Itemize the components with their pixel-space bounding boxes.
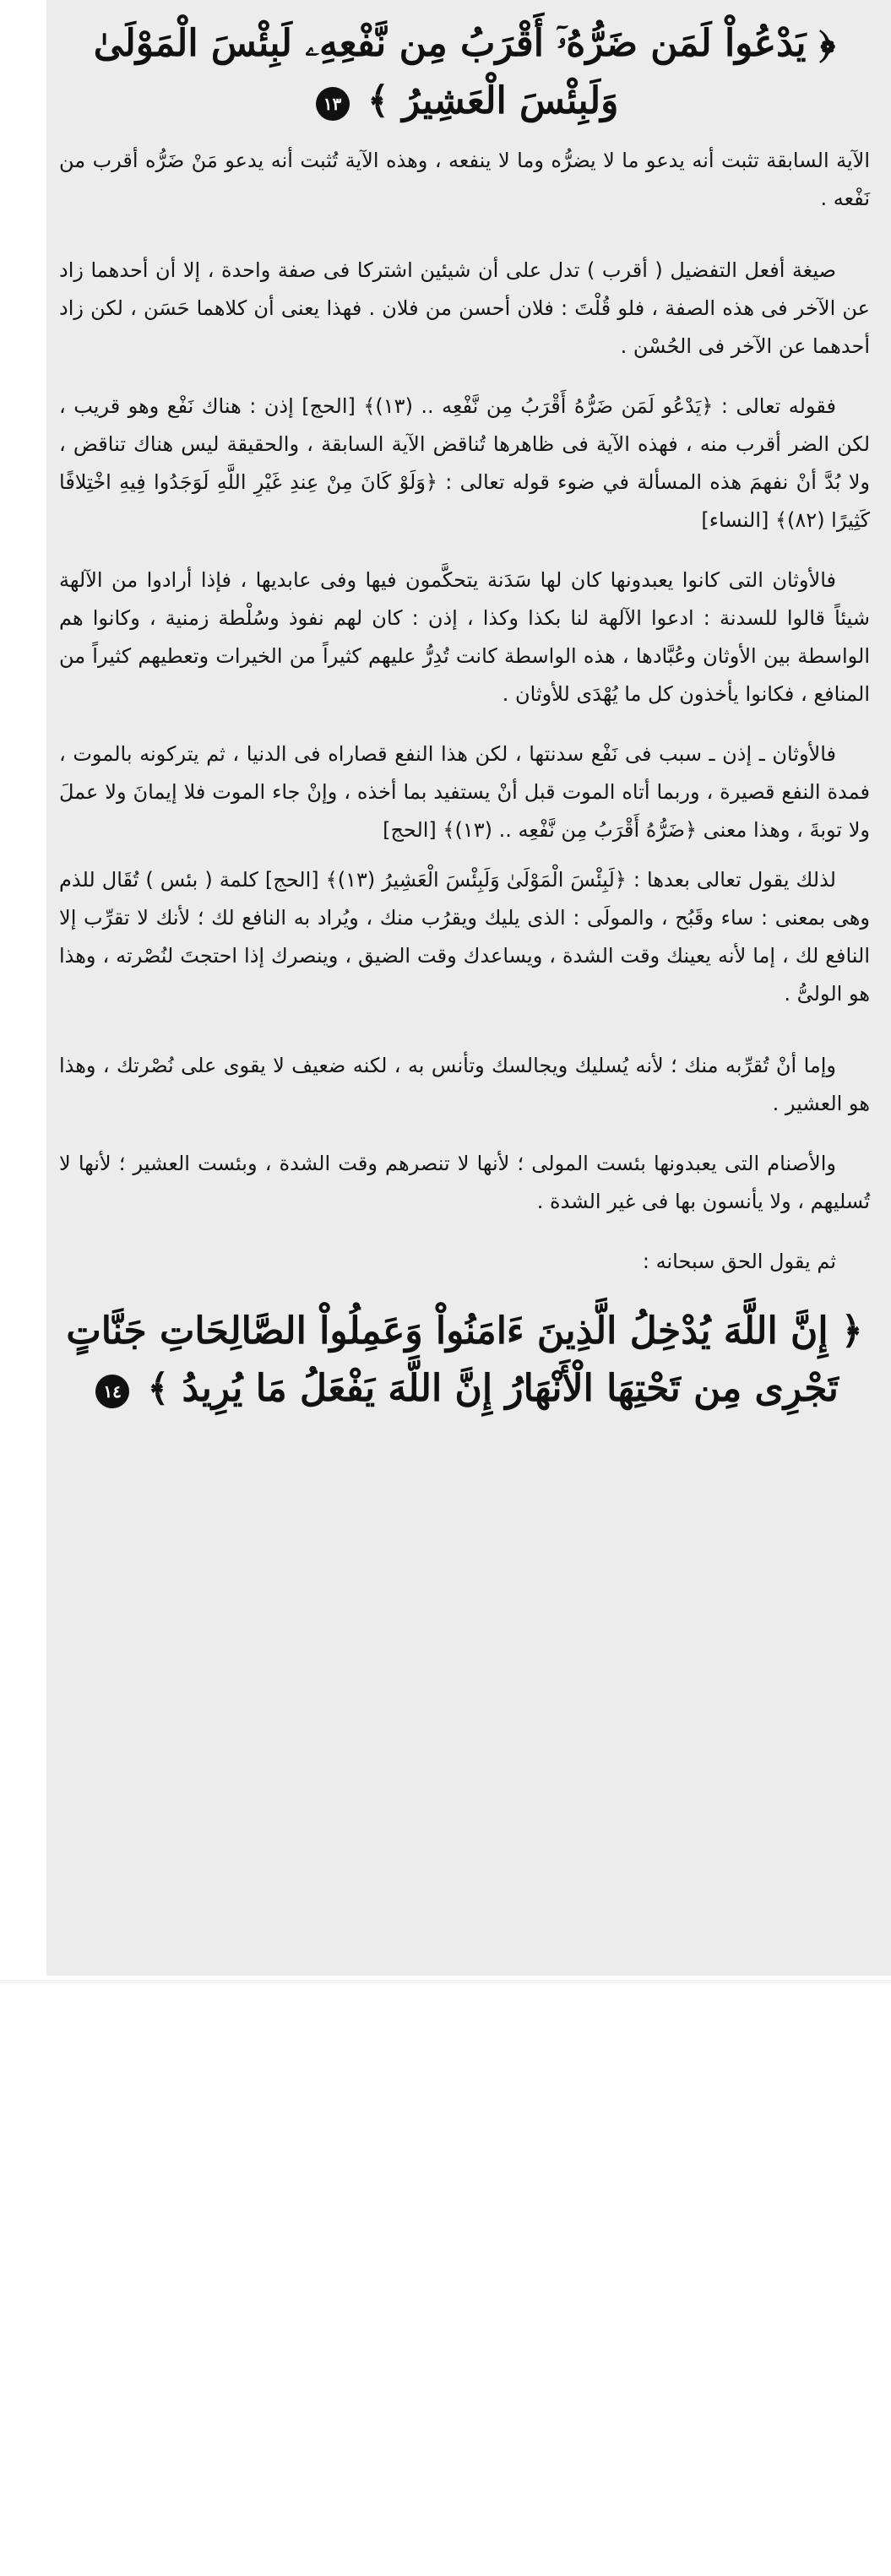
paragraph-7: وإما أنْ تُقرِّبه منك ؛ لأنه يُسليك ويجالسك وتأنس به ، لكنه ضعيف لا يقوى على نُصْرتك ، وهذا هو العشير .	[59, 1054, 870, 1115]
scan-left-margin	[0, 0, 46, 1976]
paragraph-8: والأصنام التى يعبدونها بئست المولى ؛ لأنها لا تنصرهم وقت الشدة ، وبئست العشير ؛ لأنها لا تُسليهم ، ولا يأنسون بها فى غير الشدة .	[59, 1152, 870, 1213]
paragraph-5: فالأوثان ـ إذن ـ سبب فى نَفْع سدنتها ، لكن هذا النفع قصاراه فى الدنيا ، ثم يتركونه بالموت ، فمدة النفع قصيرة ، وربما أتاه الموت قبل أنْ يستفيد بما أخذه ، وإنْ جاء الموت فلا إيمانَ ولا عملَ ولا توبةَ ، وهذا معنى ﴿ضَرُّهُ أَقْرَبُ مِن نَّفْعِه .. (١٣)﴾ [الحج]	[59, 742, 870, 842]
bottom-edge-shadow	[0, 1980, 891, 1983]
verse-top-line-1: ﴿ يَدْعُواْ لَمَن ضَرُّهُۥٓ أَقْرَبُ مِن نَّفْعِهِۦ لَبِئْسَ الْمَوْلَىٰ	[93, 22, 836, 65]
verse-bottom-line-2-text: تَجْرِى مِن تَحْتِهَا الْأَنْهَارُ إِنَّ اللَّهَ يَفْعَلُ مَا يُرِيدُ ﴾	[147, 1367, 839, 1410]
paragraph-1: الآية السابقة تثبت أنه يدعو ما لا يضرُّه وما لا ينفعه ، وهذه الآية تُثبت أنه يدعو مَنْ ضَرُّه أقرب من نَفْعه .	[59, 149, 870, 210]
ayah-number-badge: ١٣	[316, 87, 350, 121]
paragraph-9: ثم يقول الحق سبحانه :	[642, 1250, 836, 1273]
paragraph-4: فالأوثان التى كانوا يعبدونها كان لها سَدَنة يتحكَّمون فيها وفى عابديها ، فإذا أرادوا من الآلهة شيئاً قالوا للسدنة : ادعوا الآلهة لنا بكذا وكذا ، إذن : كان لهم نفوذ وسُلْطة زمنية ، وكانوا هم الواسطة بين الأوثان وعُبَّادها ، هذه الواسطة كانت تُدِرُّ عليهم كثيراً من الخيرات وتعطيهم كثيراً من المنافع ، فكانوا يأخذون كل ما يُهْدَى للأوثان .	[59, 568, 870, 706]
verse-top-line-2	[59, 73, 870, 130]
verse-top-line-2-text: وَلَبِئْسَ الْعَشِيرُ ﴾	[367, 79, 619, 122]
verse-bottom-line-2	[59, 1360, 870, 1418]
page-content	[59, 15, 870, 1418]
paragraph-3: فقوله تعالى : ﴿يَدْعُو لَمَن ضَرُّهُ أَقْرَبُ مِن نَّفْعِه .. (١٣)﴾ [الحج] إذن : هناك نَفْع وهو قريب ، لكن الضر أقرب منه ، فهذه الآية فى ظاهرها تُناقض الآية السابقة ، والحقيقة ليس هناك تناقض ، ولا بُدَّ أنْ نفهمَ هذه المسألة في ضوء قوله تعالى : ﴿وَلَوْ كَانَ مِنْ عِندِ غَيْرِ اللَّهِ لَوَجَدُوا فِيهِ اخْتِلافًا كَثِيرًا (٨٢)﴾ [النساء]	[59, 394, 870, 532]
verse-bottom-line-1: ﴿ إِنَّ اللَّهَ يُدْخِلُ الَّذِينَ ءَامَنُواْ وَعَمِلُواْ الصَّالِحَاتِ جَنَّاتٍ	[66, 1310, 863, 1353]
paragraph-6: لذلك يقول تعالى بعدها : ﴿لَبِئْسَ الْمَوْلَىٰ وَلَبِئْسَ الْعَشِيرُ (١٣)﴾ [الحج] كلمة ( بئس ) تُقَال للذم وهى بمعنى : ساء وقَبُح ، والمولَى : الذى يليك ويقرُب منك ، ويُراد به النافع لك ؛ لأنك لا تقرِّب إلا النافع لك ، إما لأنه يعينك وقت الشدة ، ويساعدك وقت الضيق ، وينصرك إذا احتجتَ لنُصْرته ، وهذا هو الولىُّ .	[59, 868, 870, 1006]
ayah-number-badge-bottom: ١٤	[95, 1375, 129, 1408]
paragraph-2: صيغة أفعل التفضيل ( أقرب ) تدل على أن شيئين اشتركا فى صفة واحدة ، إلا أن أحدهما زاد عن الآخر فى هذه الصفة ، فلو قُلْتَ : فلان أحسن من فلان . فهذا يعنى أن كلاهما حَسَن ، لكن زاد أحدهما عن الآخر فى الحُسْن .	[59, 258, 870, 358]
